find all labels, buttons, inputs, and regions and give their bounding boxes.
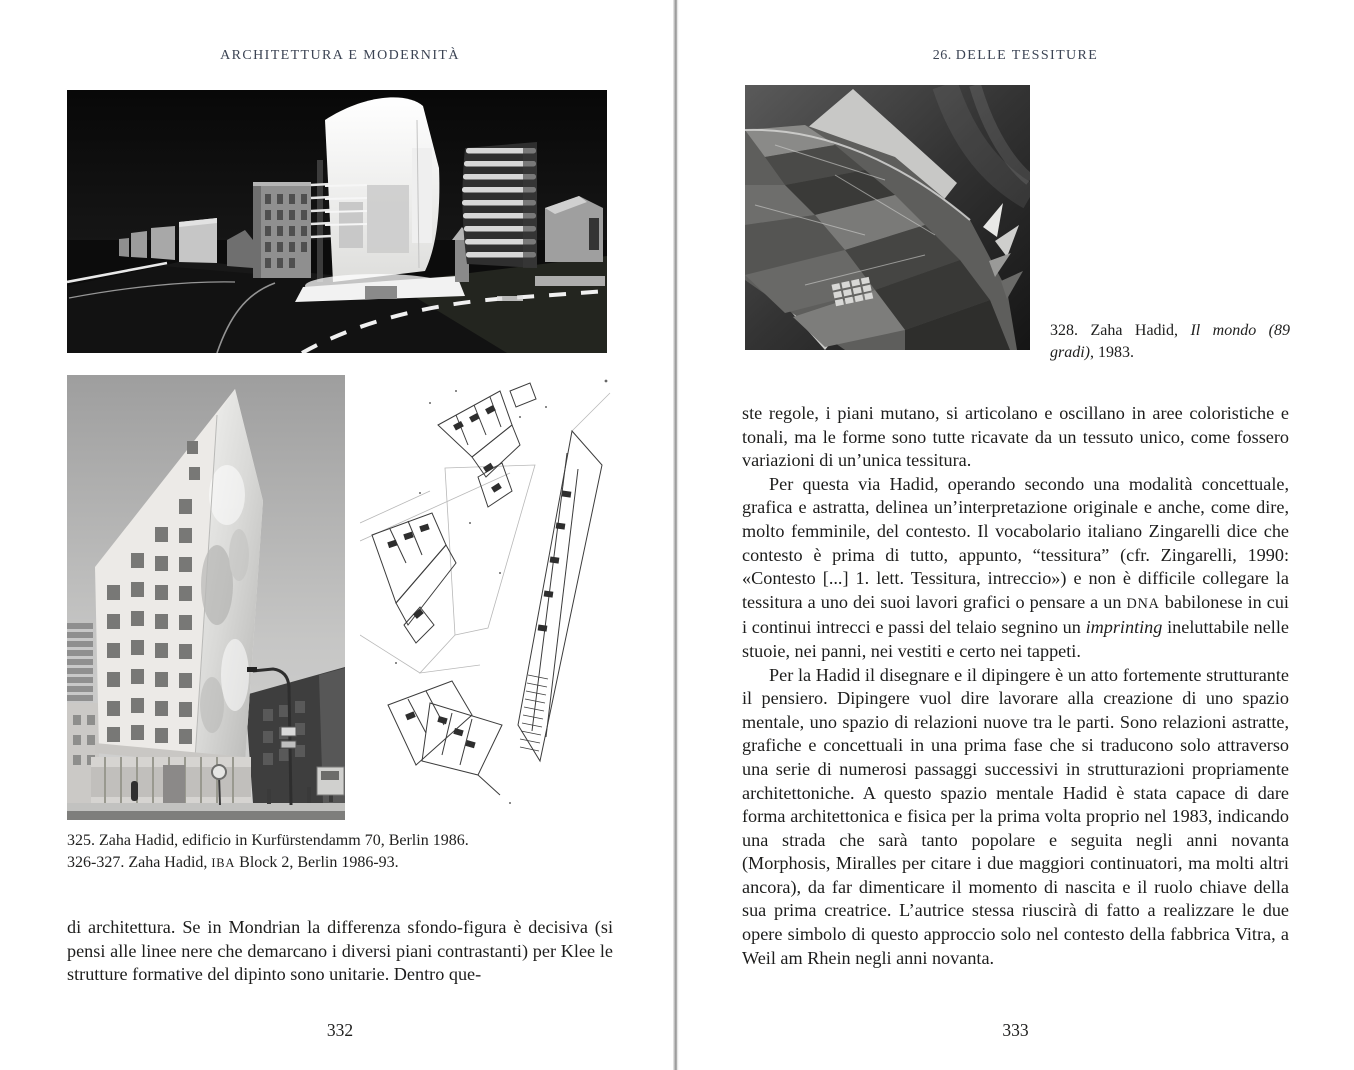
running-head-right <box>742 48 1289 64</box>
paragraph: Per questa via Hadid, operando secondo una modalità concettuale, grafica e astratta, delinea un’interpretazione originale e anche, come dire, molto femminile, del contesto. Il vocabolario italiano Zingarelli dice che contesto è prima di tutto, appunto, “tessitura” (cfr. Zingarelli, 1990: «Contesto [...] 1. lett. Tessitura, intreccio») e non è difficile collegare la tessitura a uno dei suoi lavori grafici o pensare a un DNA babilonese in cui i continui intrecci e passi del telaio segnino un imprinting ineluttabile nelle stuoie, nei panni, nei vestiti e certo nei tappeti. <box>742 473 1289 661</box>
caption-work-title: Il mondo (89 gradi) <box>1050 322 1290 361</box>
figure-il-mondo-painting <box>745 85 1030 350</box>
iba-night-painting-image <box>67 90 607 353</box>
chapter-number: 26. <box>932 48 952 63</box>
site-plan-drawing-image <box>360 373 615 823</box>
caption-328: 328. Zaha Hadid, Il mondo (89 gradi), 1983. <box>1050 322 1290 361</box>
figure-iba-night-painting <box>67 90 607 353</box>
iba-smallcaps: IBA <box>211 855 236 870</box>
page-number-left: 332 <box>326 1020 354 1040</box>
captions-left <box>67 830 613 874</box>
body-text-right <box>742 402 1289 970</box>
paragraph: di architettura. Se in Mondrian la differenza sfondo-figura è decisiva (si pensi alle linee nere che demarcano i diversi piani contrastanti) per Klee le strutture formative del dipinto sono unitarie. Dentro que- <box>67 917 613 985</box>
book-page-right <box>679 0 1354 1070</box>
paragraph: Per la Hadid il disegnare e il dipingere è un atto fortemente strutturante il pensiero. Dipingere vuol dire lavorare alla creazione di uno spazio mentale, uno spazio di relazioni nuove tra le parti. Sono relazioni astratte, grafiche e concettuali in una prima fase che si traducono solo attraverso una serie di numerosi passaggi successivi in strutturazioni propriamente architettoniche. A questo spazio mentale Hadid è stata capace di dare forma architettonica e fisica per la prima volta proprio nel 1983, indicando una strada che sarà tanto popolare e seguita negli anni novanta (Morphosis, Miralles per citare i due maggiori continuatori, ma molti altri ancora), da far dimenticare il momento di nascita e il ruolo chiave della sua prima creatrice. L’autrice stessa riuscirà di fatto a realizzare le due opere simbolo di questo approccio solo nel contesto della fabbrica Vitra, a Weil am Rhein negli anni novanta. <box>742 664 1289 968</box>
caption-326-327: 326-327. Zaha Hadid, IBA Block 2, Berlin 1986-93. <box>67 853 399 871</box>
caption-325: 325. Zaha Hadid, edificio in Kurfürstendamm 70, Berlin 1986. <box>67 832 469 849</box>
body-text-left <box>67 916 613 987</box>
figure-kurfuerstendamm-photo <box>67 375 345 820</box>
dna-smallcaps: DNA <box>1126 595 1160 612</box>
book-page-left <box>0 0 674 1070</box>
chapter-title: DELLE TESSITURE <box>955 48 1099 63</box>
kurfuerstendamm-photo-image <box>67 375 345 820</box>
page-number-right: 333 <box>1002 1020 1029 1040</box>
running-head-left: ARCHITETTURA E MODERNITÀ <box>220 48 460 63</box>
il-mondo-painting-image <box>745 85 1030 350</box>
figure-site-plan-drawing <box>360 373 615 823</box>
paragraph: ste regole, i piani mutano, si articolano e oscillano in aree coloristiche e tonali, ma le forme sono tutte ricavate da un tessuto unico, come fossero variazioni di un’unica tessitura. <box>742 403 1289 471</box>
imprinting-italic: imprinting <box>1085 617 1163 638</box>
